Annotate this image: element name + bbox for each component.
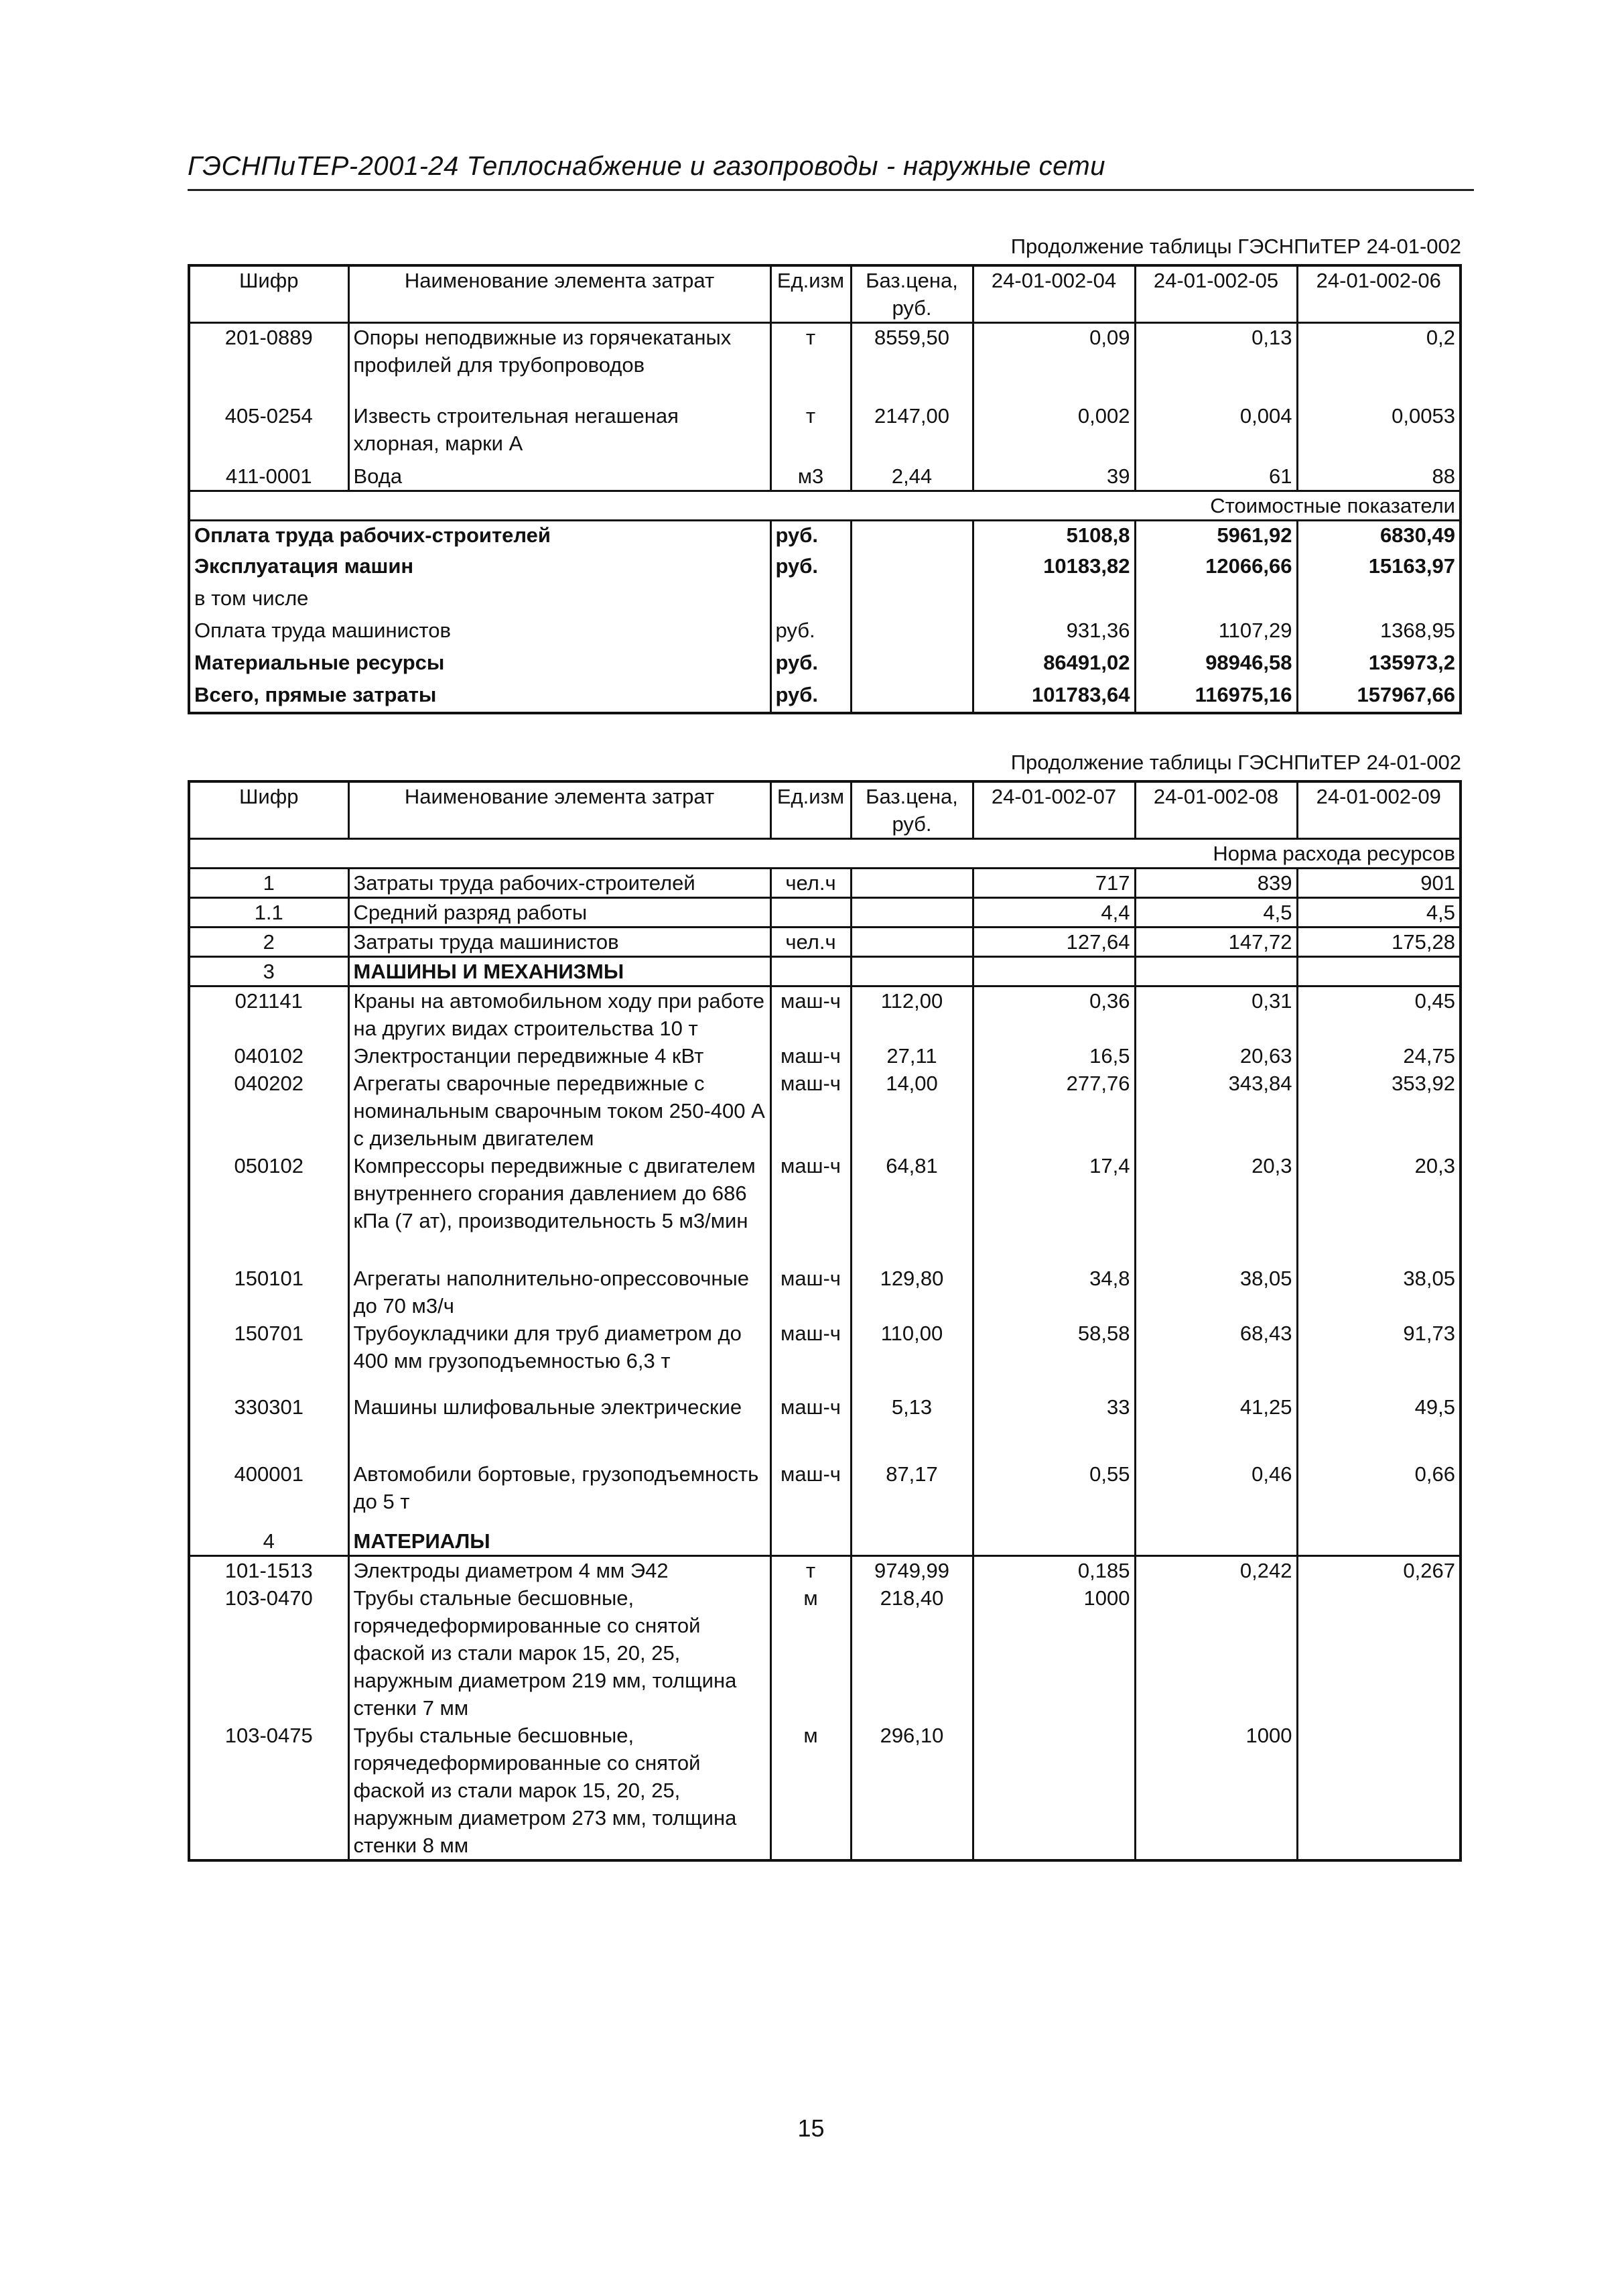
- cell-price: 8559,50: [851, 323, 973, 402]
- cell-value-2: 0,46: [1135, 1460, 1297, 1527]
- cell-code: 103-0475: [224, 1724, 313, 1747]
- cell-value-3: [1297, 1527, 1461, 1556]
- cell-value-1: 127,64: [973, 928, 1135, 957]
- cell-value-1: [973, 1722, 1135, 1860]
- col-header-c3: 24-01-002-06: [1297, 265, 1461, 323]
- cell-unit: м3: [770, 462, 851, 491]
- cell-price: 64,81: [851, 1152, 973, 1265]
- cell-price: [851, 584, 973, 617]
- cell-value-2: 1000: [1135, 1722, 1297, 1860]
- cell-value-1: 931,36: [973, 617, 1135, 649]
- cell-unit: т: [770, 1556, 851, 1585]
- cell-price: [851, 552, 973, 584]
- cell-name: Трубоукладчики для труб диаметром до 400 мм грузоподъемностью 6,3 т: [348, 1320, 770, 1393]
- cell-value-1: [973, 584, 1135, 617]
- table1-band-row: [189, 491, 1461, 520]
- cell-code: 3: [263, 960, 275, 983]
- table-row: [189, 1393, 1461, 1460]
- cell-price: [851, 617, 973, 649]
- table-row: [189, 869, 1461, 898]
- cell-price: 87,17: [851, 1460, 973, 1527]
- table2: [188, 780, 1462, 1862]
- table-row: [189, 462, 1461, 491]
- cell-price: 296,10: [851, 1722, 973, 1860]
- table-row: [189, 1584, 1461, 1722]
- cell-value-1: 58,58: [973, 1320, 1135, 1393]
- cell-price: 2147,00: [851, 402, 973, 462]
- cell-unit: руб.: [770, 552, 851, 584]
- cell-name: Электроды диаметром 4 мм Э42: [348, 1556, 770, 1585]
- cell-value-3: 20,3: [1297, 1152, 1461, 1265]
- col-header-name: Наименование элемента затрат: [348, 781, 770, 839]
- band-resource-norms: Норма расхода ресурсов: [189, 839, 1461, 869]
- cell-name: Электростанции передвижные 4 кВт: [348, 1042, 770, 1070]
- cell-unit: маш-ч: [770, 1265, 851, 1320]
- cell-value-1: 34,8: [973, 1265, 1135, 1320]
- cell-value-2: 20,63: [1135, 1042, 1297, 1070]
- band-cost-indicators: Стоимостные показатели: [189, 491, 1461, 520]
- cell-value-3: 0,45: [1297, 986, 1461, 1043]
- cell-unit: маш-ч: [770, 986, 851, 1043]
- cell-value-3: [1297, 584, 1461, 617]
- cell-code: 411-0001: [225, 464, 312, 488]
- cell-name: Агрегаты сварочные передвижные с номинальным сварочным током 250-400 А с дизельным двигателем: [348, 1070, 770, 1152]
- cell-price: 9749,99: [851, 1556, 973, 1585]
- cell-value-2: [1135, 957, 1297, 986]
- cell-name: Известь строительная негашеная хлорная, марки А: [348, 402, 770, 462]
- cell-unit: руб.: [770, 649, 851, 681]
- cell-value-2: [1135, 1584, 1297, 1722]
- cell-value-1: 717: [973, 869, 1135, 898]
- cell-value-3: 0,2: [1297, 323, 1461, 402]
- cell-value-2: 4,5: [1135, 898, 1297, 928]
- cell-code: 1: [263, 871, 275, 895]
- cell-unit: [770, 1527, 851, 1556]
- cell-value-2: 343,84: [1135, 1070, 1297, 1152]
- col-header-code: Шифр: [239, 269, 299, 292]
- cell-code: 405-0254: [224, 403, 313, 428]
- cell-value-3: 1368,95: [1297, 617, 1461, 649]
- table2-header-row: [189, 781, 1461, 839]
- page-number: 15: [797, 2114, 825, 2142]
- cell-value-2: 0,242: [1135, 1556, 1297, 1585]
- col-header-unit: Ед.изм: [770, 781, 851, 839]
- cell-value-3: [1297, 1722, 1461, 1860]
- table1-caption: Продолжение таблицы ГЭСНПиТЕР 24-01-002: [1010, 235, 1461, 258]
- cell-name: Агрегаты наполнительно-опрессовочные до 70 м3/ч: [348, 1265, 770, 1320]
- cell-price: [851, 869, 973, 898]
- table-row: [189, 1265, 1461, 1320]
- cell-value-3: 0,0053: [1297, 402, 1461, 462]
- cell-unit: [770, 957, 851, 986]
- col-header-price: Баз.цена, руб.: [851, 265, 973, 323]
- cell-code: 4: [263, 1529, 275, 1553]
- cell-value-3: 15163,97: [1297, 552, 1461, 584]
- cell-value-3: 901: [1297, 869, 1461, 898]
- col-header-c3: 24-01-002-09: [1297, 781, 1461, 839]
- cell-unit: м: [770, 1722, 851, 1860]
- cell-code: 400001: [234, 1462, 303, 1486]
- cell-value-3: 88: [1297, 462, 1461, 491]
- cell-price: 110,00: [851, 1320, 973, 1393]
- cell-value-2: 98946,58: [1135, 649, 1297, 681]
- cell-code: 040202: [234, 1072, 303, 1095]
- cell-value-1: 277,76: [973, 1070, 1135, 1152]
- cell-name: Затраты труда рабочих-строителей: [348, 869, 770, 898]
- cell-value-2: 0,004: [1135, 402, 1297, 462]
- cell-unit: руб.: [770, 617, 851, 649]
- cell-unit: чел.ч: [770, 869, 851, 898]
- table-row: [189, 402, 1461, 462]
- cell-name: Автомобили бортовые, грузоподъемность до 5 т: [348, 1460, 770, 1527]
- table-row: [189, 323, 1461, 402]
- col-header-c2: 24-01-002-05: [1135, 265, 1297, 323]
- cell-value-1: 16,5: [973, 1042, 1135, 1070]
- cell-value-3: 135973,2: [1297, 649, 1461, 681]
- table-row: [189, 986, 1461, 1043]
- cell-value-2: [1135, 584, 1297, 617]
- cell-value-2: 38,05: [1135, 1265, 1297, 1320]
- col-header-name: Наименование элемента затрат: [348, 265, 770, 323]
- cell-price: 129,80: [851, 1265, 973, 1320]
- table1-header-row: [189, 265, 1461, 323]
- cell-code: 101-1513: [224, 1559, 313, 1582]
- cell-code: 201-0889: [224, 326, 313, 349]
- cell-value-1: [973, 957, 1135, 986]
- cell-value-2: 68,43: [1135, 1320, 1297, 1393]
- cell-unit: руб.: [770, 681, 851, 713]
- cell-value-2: 116975,16: [1135, 681, 1297, 713]
- cell-code: 2: [263, 930, 275, 954]
- cell-value-3: 353,92: [1297, 1070, 1461, 1152]
- cell-value-3: 157967,66: [1297, 681, 1461, 713]
- cell-code: 1.1: [254, 901, 283, 924]
- table2-band-row: [189, 839, 1461, 869]
- cell-unit: чел.ч: [770, 928, 851, 957]
- cell-value-3: [1297, 1584, 1461, 1722]
- cell-value-1: 0,185: [973, 1556, 1135, 1585]
- cell-value-1: 0,002: [973, 402, 1135, 462]
- cell-price: 218,40: [851, 1584, 973, 1722]
- cell-value-3: [1297, 957, 1461, 986]
- cell-value-3: 0,267: [1297, 1556, 1461, 1585]
- cell-price: 2,44: [851, 462, 973, 491]
- cell-price: 14,00: [851, 1070, 973, 1152]
- cell-price: [851, 649, 973, 681]
- col-header-unit: Ед.изм: [770, 265, 851, 323]
- cell-value-2: 20,3: [1135, 1152, 1297, 1265]
- cell-value-1: 1000: [973, 1584, 1135, 1722]
- cell-value-3: 0,66: [1297, 1460, 1461, 1527]
- cell-value-1: 0,09: [973, 323, 1135, 402]
- totals-row: [189, 520, 1461, 552]
- table2-caption: Продолжение таблицы ГЭСНПиТЕР 24-01-002: [1010, 751, 1461, 774]
- cell-unit: [770, 584, 851, 617]
- totals-row: [189, 552, 1461, 584]
- cell-value-1: 10183,82: [973, 552, 1135, 584]
- cell-name: Компрессоры передвижные с двигателем внутреннего сгорания давлением до 686 кПа (7 ат), производительность 5 м3/мин: [348, 1152, 770, 1265]
- cell-unit: т: [770, 402, 851, 462]
- cell-code: 021141: [234, 989, 303, 1013]
- table-row: [189, 1556, 1461, 1585]
- cell-value-1: 5108,8: [973, 520, 1135, 552]
- cell-value-2: 5961,92: [1135, 520, 1297, 552]
- cell-price: [851, 957, 973, 986]
- cell-value-2: 147,72: [1135, 928, 1297, 957]
- cell-name: Оплата труда рабочих-строителей: [194, 523, 551, 547]
- table-row: [189, 1152, 1461, 1265]
- cell-value-2: [1135, 1527, 1297, 1556]
- cell-name: Средний разряд работы: [348, 898, 770, 928]
- cell-value-3: 38,05: [1297, 1265, 1461, 1320]
- col-header-price: Баз.цена, руб.: [851, 781, 973, 839]
- cell-name: Трубы стальные бесшовные, горячедеформированные со снятой фаской из стали марок 15, 20, 25, наружным диаметром 219 мм, толщина стенки 7 мм: [348, 1584, 770, 1722]
- cell-value-2: 41,25: [1135, 1393, 1297, 1460]
- col-header-c1: 24-01-002-04: [973, 265, 1135, 323]
- cell-value-1: 4,4: [973, 898, 1135, 928]
- section-row: [189, 957, 1461, 986]
- col-header-code: Шифр: [239, 785, 299, 808]
- cell-name: МАТЕРИАЛЫ: [348, 1527, 770, 1556]
- cell-value-1: 86491,02: [973, 649, 1135, 681]
- table-row: [189, 1042, 1461, 1070]
- cell-unit: [770, 898, 851, 928]
- cell-price: 5,13: [851, 1393, 973, 1460]
- totals-row: [189, 584, 1461, 617]
- cell-name: Эксплуатация машин: [194, 554, 414, 578]
- cell-value-1: 0,36: [973, 986, 1135, 1043]
- table-row: [189, 898, 1461, 928]
- cell-value-1: 33: [973, 1393, 1135, 1460]
- cell-value-1: 17,4: [973, 1152, 1135, 1265]
- cell-value-3: 6830,49: [1297, 520, 1461, 552]
- table-row: [189, 1460, 1461, 1527]
- cell-value-3: 49,5: [1297, 1393, 1461, 1460]
- cell-name: Затраты труда машинистов: [348, 928, 770, 957]
- totals-row: [189, 649, 1461, 681]
- cell-value-1: 101783,64: [973, 681, 1135, 713]
- cell-unit: маш-ч: [770, 1393, 851, 1460]
- cell-value-2: 61: [1135, 462, 1297, 491]
- cell-name: Всего, прямые затраты: [194, 683, 437, 706]
- cell-code: 150701: [234, 1322, 303, 1345]
- totals-row: [189, 617, 1461, 649]
- cell-value-2: 0,31: [1135, 986, 1297, 1043]
- cell-price: [851, 928, 973, 957]
- cell-price: 27,11: [851, 1042, 973, 1070]
- cell-code: 103-0470: [224, 1586, 313, 1610]
- cell-unit: маш-ч: [770, 1152, 851, 1265]
- table-row: [189, 928, 1461, 957]
- cell-unit: т: [770, 323, 851, 402]
- cell-unit: м: [770, 1584, 851, 1722]
- cell-value-1: 0,55: [973, 1460, 1135, 1527]
- cell-code: 050102: [234, 1154, 303, 1177]
- cell-unit: руб.: [770, 520, 851, 552]
- table1: [188, 264, 1462, 714]
- cell-price: [851, 1527, 973, 1556]
- cell-code: 150101: [234, 1267, 303, 1290]
- cell-value-2: 1107,29: [1135, 617, 1297, 649]
- cell-code: 330301: [234, 1395, 303, 1419]
- table-row: [189, 1320, 1461, 1393]
- cell-price: [851, 898, 973, 928]
- cell-name: Материальные ресурсы: [194, 651, 445, 674]
- cell-unit: маш-ч: [770, 1070, 851, 1152]
- cell-name: Краны на автомобильном ходу при работе на других видах строительства 10 т: [348, 986, 770, 1043]
- table-row: [189, 1070, 1461, 1152]
- cell-code: 040102: [234, 1044, 303, 1068]
- cell-price: [851, 681, 973, 713]
- cell-value-1: 39: [973, 462, 1135, 491]
- cell-value-2: 839: [1135, 869, 1297, 898]
- cell-value-3: 91,73: [1297, 1320, 1461, 1393]
- cell-name: Вода: [348, 462, 770, 491]
- cell-value-2: 0,13: [1135, 323, 1297, 402]
- cell-unit: маш-ч: [770, 1042, 851, 1070]
- cell-value-1: [973, 1527, 1135, 1556]
- cell-price: [851, 520, 973, 552]
- cell-value-3: 4,5: [1297, 898, 1461, 928]
- cell-unit: маш-ч: [770, 1320, 851, 1393]
- col-header-c1: 24-01-002-07: [973, 781, 1135, 839]
- page-header: ГЭСНПиТЕР-2001-24 Теплоснабжение и газопроводы - наружные сети: [188, 149, 1474, 191]
- cell-name: МАШИНЫ И МЕХАНИЗМЫ: [348, 957, 770, 986]
- totals-row: [189, 681, 1461, 713]
- col-header-c2: 24-01-002-08: [1135, 781, 1297, 839]
- section-row: [189, 1527, 1461, 1556]
- cell-name: Трубы стальные бесшовные, горячедеформированные со снятой фаской из стали марок 15, 20, 25, наружным диаметром 273 мм, толщина стенки 8 мм: [348, 1722, 770, 1860]
- cell-name: в том числе: [194, 586, 309, 610]
- cell-value-3: 24,75: [1297, 1042, 1461, 1070]
- cell-name: Машины шлифовальные электрические: [348, 1393, 770, 1460]
- cell-value-3: 175,28: [1297, 928, 1461, 957]
- cell-unit: маш-ч: [770, 1460, 851, 1527]
- cell-value-2: 12066,66: [1135, 552, 1297, 584]
- cell-price: 112,00: [851, 986, 973, 1043]
- cell-name: Опоры неподвижные из горячекатаных профилей для трубопроводов: [348, 323, 770, 402]
- cell-name: Оплата труда машинистов: [194, 619, 451, 642]
- table-row: [189, 1722, 1461, 1860]
